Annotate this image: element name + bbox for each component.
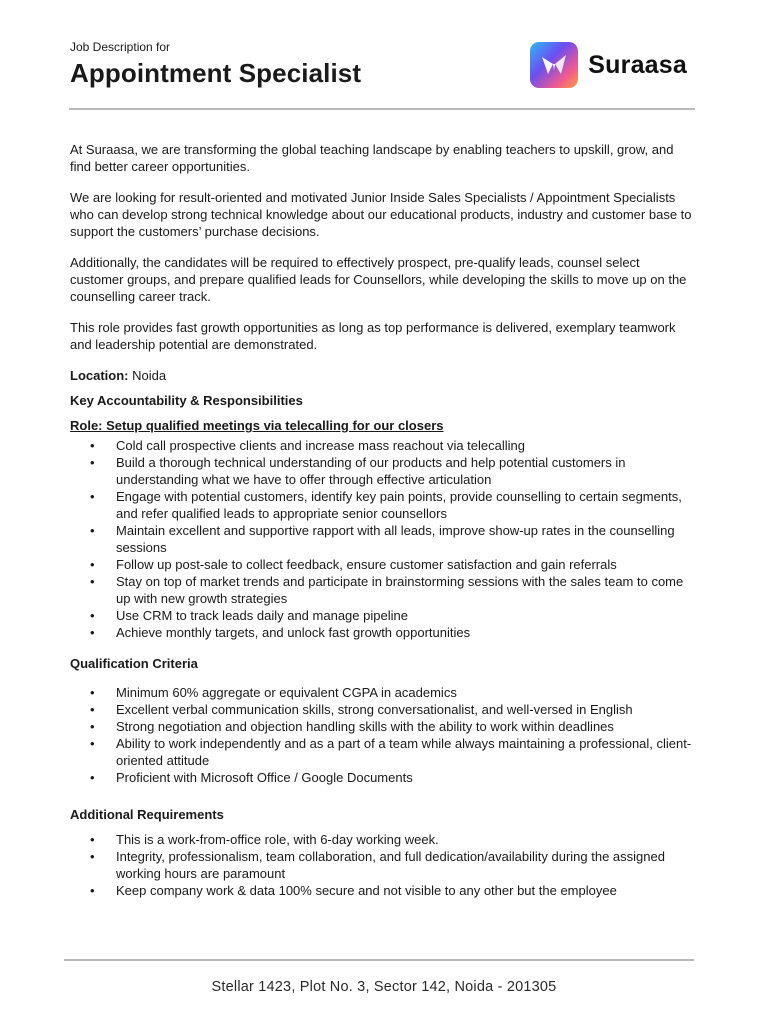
bullet-icon: •: [90, 883, 95, 898]
location-line: [70, 367, 696, 384]
list-item-text: This is a work-from-office role, with 6-day working week.: [116, 832, 439, 847]
logo-wordmark: Suraasa: [588, 50, 687, 79]
list-item-text: Stay on top of market trends and participate in brainstorming sessions with the sales team to come up with new growth strategies: [116, 574, 684, 606]
footer-address: Stellar 1423, Plot No. 3, Sector 142, Noida - 201305: [211, 979, 557, 995]
bullet-icon: •: [90, 770, 95, 785]
footer-divider: [64, 959, 694, 961]
qualification-heading: Qualification Criteria: [70, 656, 198, 671]
bullet-icon: •: [90, 719, 95, 734]
list-item: [70, 882, 696, 899]
list-item: [70, 735, 696, 769]
list-item-text: Minimum 60% aggregate or equivalent CGPA in academics: [116, 685, 457, 700]
list-item-text: Integrity, professionalism, team collaboration, and full dedication/availability during the assigned working hours are paramount: [116, 849, 665, 881]
list-item-text: Build a thorough technical understanding of our products and help potential customers in understanding what we have to offer through effective articulation: [116, 455, 626, 487]
list-item: [70, 556, 696, 573]
bullet-icon: •: [90, 489, 95, 504]
bullet-icon: •: [90, 455, 95, 470]
list-item: [70, 848, 696, 882]
document-header: [70, 40, 695, 89]
bullet-icon: •: [90, 523, 95, 538]
bullet-icon: •: [90, 702, 95, 717]
list-item-text: Engage with potential customers, identify key pain points, provide counselling to certain segments, and refer qualified leads to appropriate senior counsellors: [116, 489, 682, 521]
list-item: [70, 573, 696, 607]
list-item-text: Ability to work independently and as a part of a team while always maintaining a professional, client-oriented attitude: [116, 736, 692, 768]
list-item: [70, 607, 696, 624]
list-item: [70, 437, 696, 454]
list-item: [70, 488, 696, 522]
list-item: [70, 684, 696, 701]
list-item-text: Strong negotiation and objection handling skills with the ability to work within deadlines: [116, 719, 614, 734]
bullet-icon: •: [90, 849, 95, 864]
header-divider: [69, 108, 695, 110]
intro-paragraph: Additionally, the candidates will be required to effectively prospect, pre-qualify leads, counsel select customer groups, and prepare qualified leads for Counsellors, while developing the skills to move up on the counselling career track.: [70, 255, 687, 304]
list-item: [70, 769, 696, 786]
list-item-text: Excellent verbal communication skills, strong conversationalist, and well-versed in English: [116, 702, 633, 717]
bullet-icon: •: [90, 608, 95, 623]
list-item-text: Proficient with Microsoft Office / Google Documents: [116, 770, 413, 785]
list-item-text: Use CRM to track leads daily and manage pipeline: [116, 608, 408, 623]
list-item: [70, 522, 696, 556]
responsibilities-list: [70, 437, 696, 641]
bullet-icon: •: [90, 557, 95, 572]
qualification-list: [70, 684, 696, 786]
list-item-text: Achieve monthly targets, and unlock fast growth opportunities: [116, 625, 471, 640]
list-item: [70, 718, 696, 735]
intro-paragraph: We are looking for result-oriented and motivated Junior Inside Sales Specialists / Appointment Specialists who can develop strong technical knowledge about our educational products, industry and customer base to support the customers’ purchase decisions.: [70, 190, 692, 239]
list-item: [70, 454, 696, 488]
bullet-icon: •: [90, 574, 95, 589]
job-description-body: [70, 141, 696, 899]
role-title: Role: Setup qualified meetings via telecalling for our closers: [70, 418, 444, 433]
list-item: [70, 624, 696, 641]
bullet-icon: •: [90, 438, 95, 453]
intro-paragraph: At Suraasa, we are transforming the global teaching landscape by enabling teachers to upskill, grow, and find better career opportunities.: [70, 142, 674, 174]
list-item-text: Follow up post-sale to collect feedback, ensure customer satisfaction and gain referrals: [116, 557, 617, 572]
page-title: Appointment Specialist: [70, 58, 362, 88]
list-item-text: Keep company work & data 100% secure and not visible to any other but the employee: [116, 883, 617, 898]
bullet-icon: •: [90, 736, 95, 751]
responsibilities-heading: Key Accountability & Responsibilities: [70, 393, 303, 408]
bullet-icon: •: [90, 685, 95, 700]
additional-heading: Additional Requirements: [70, 807, 224, 822]
list-item: [70, 831, 696, 848]
suraasa-logo-icon: [530, 42, 578, 88]
list-item-text: Maintain excellent and supportive rapport with all leads, improve show-up rates in the counselling sessions: [116, 523, 675, 555]
intro-paragraph: This role provides fast growth opportunities as long as top performance is delivered, exemplary teamwork and leadership potential are demonstrated.: [70, 320, 676, 352]
bullet-icon: •: [90, 832, 95, 847]
location-value: Noida: [132, 368, 167, 383]
location-label: Location:: [70, 368, 129, 383]
additional-list: [70, 831, 696, 899]
list-item: [70, 701, 696, 718]
document-subtitle: Job Description for: [70, 40, 171, 54]
company-logo: [530, 42, 687, 88]
list-item-text: Cold call prospective clients and increase mass reachout via telecalling: [116, 438, 525, 453]
bullet-icon: •: [90, 625, 95, 640]
